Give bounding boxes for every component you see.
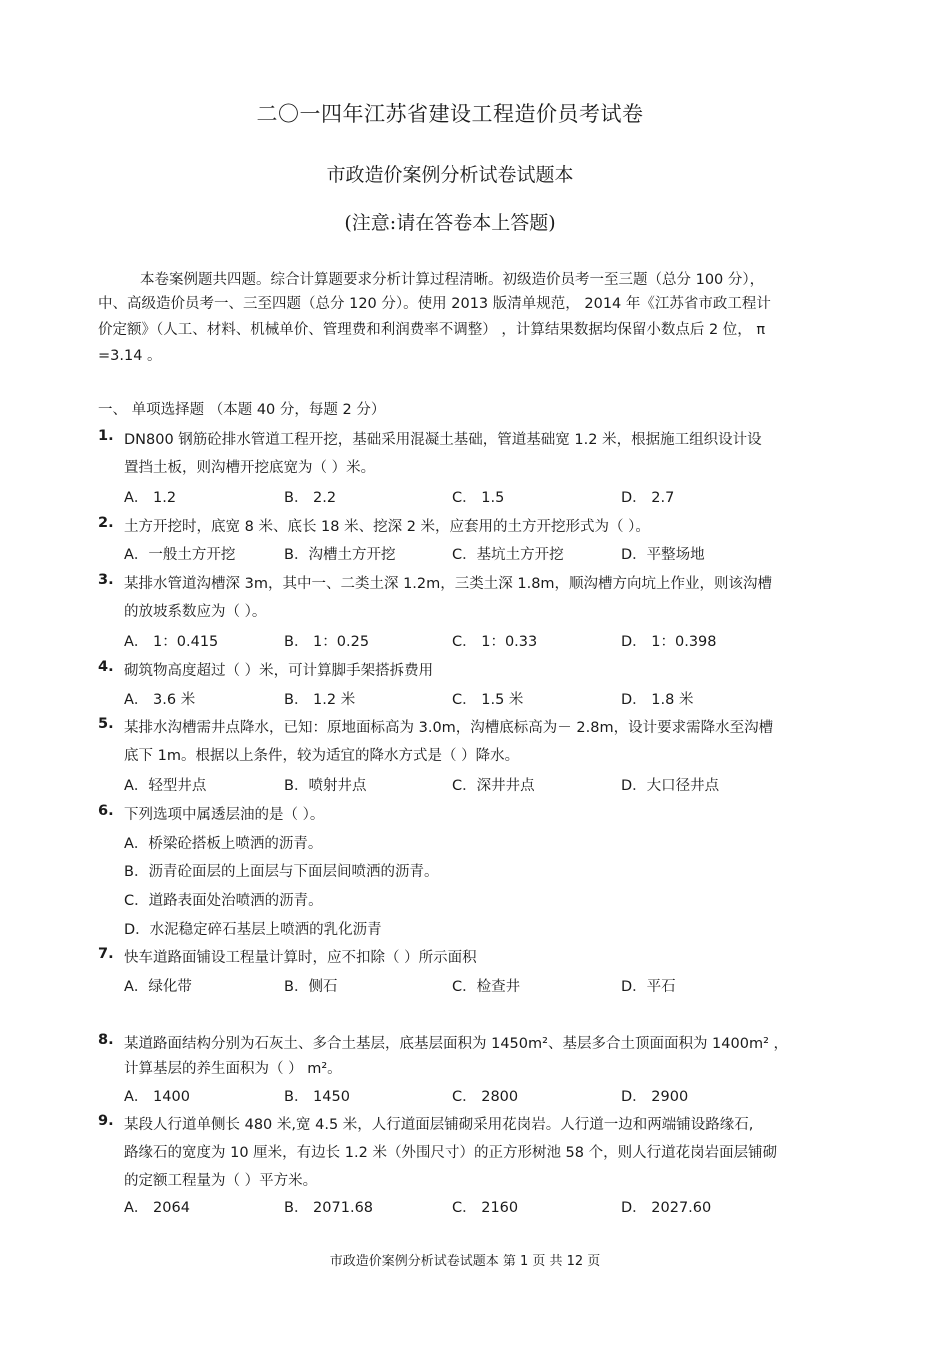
answer-option: B． 2.2 [284, 490, 337, 506]
answer-option: C．基坑土方开挖 [452, 547, 564, 563]
answer-option: C． 2800 [452, 1089, 519, 1105]
question-number: 4. [98, 659, 114, 675]
answer-option: B．沥青砼面层的上面层与下面层间喷洒的沥青。 [124, 864, 439, 880]
question-number: 7. [98, 946, 114, 962]
question-text: 某排水管道沟槽深 3m，其中一、二类土深 1.2m，三类土深 1.8m，顺沟槽方向坑上作业，则该沟槽 [124, 576, 773, 592]
answer-option: A． 1.2 [124, 490, 177, 506]
question-text: DN800 钢筋砼排水管道工程开挖，基础采用混凝土基础，管道基础宽 1.2 米，根据施工组织设计设 [124, 432, 762, 448]
intro-line: 中、高级造价员考一、三至四题（总分 120 分）。使用 2013 版清单规范， 2014 年《江苏省市政工程计 [98, 296, 771, 312]
exam-title: 二〇一四年江苏省建设工程造价员考试卷 [256, 102, 644, 126]
answer-option: D．平石 [621, 979, 676, 995]
question-text: 某道路面结构分别为石灰土、多合土基层，底基层面积为 1450m²、基层多合土顶面面积为 1400m² ， [124, 1036, 789, 1052]
answer-option: D．大口径井点 [621, 778, 720, 794]
answer-option: A． 1400 [124, 1089, 190, 1105]
answer-option: C．道路表面处治喷洒的沥青。 [124, 893, 323, 909]
question-text: 计算基层的养生面积为（ ） m²。 [124, 1061, 342, 1077]
intro-line: =3.14 。 [98, 348, 162, 364]
answer-option: A．绿化带 [124, 979, 192, 995]
question-text: 底下 1m。根据以上条件，较为适宜的降水方式是（ ）降水。 [124, 748, 520, 764]
answer-option: B．沟槽土方开挖 [284, 547, 396, 563]
exam-subtitle: 市政造价案例分析试卷试题本 [326, 164, 574, 186]
answer-option: B．喷射井点 [284, 778, 367, 794]
answer-option: A． 3.6 米 [124, 692, 196, 708]
answer-option: D．水泥稳定碎石基层上喷洒的乳化沥青 [124, 922, 382, 938]
answer-option: D． 2900 [621, 1089, 689, 1105]
question-number: 6. [98, 803, 114, 819]
answer-option: A．一般土方开挖 [124, 547, 236, 563]
answer-option: C． 2160 [452, 1200, 519, 1216]
page-footer: 市政造价案例分析试卷试题本 第 1 页 共 12 页 [329, 1254, 601, 1269]
question-text: 土方开挖时，底宽 8 米、底长 18 米、挖深 2 米，应套用的土方开挖形式为（ ）。 [124, 519, 650, 535]
question-number: 9. [98, 1113, 114, 1129]
answer-option: D． 2.7 [621, 490, 675, 506]
exam-note: (注意:请在答卷本上答题) [344, 212, 556, 234]
intro-line: 价定额》（人工、材料、机械单价、管理费和利润费率不调整） ，计算结果数据均保留小数点后 2 位， π [98, 322, 766, 338]
question-text: 快车道路面铺设工程量计算时，应不扣除（ ）所示面积 [124, 950, 477, 966]
answer-option: B． 1.2 米 [284, 692, 356, 708]
question-number: 2. [98, 515, 114, 531]
answer-option: A． 1：0.415 [124, 634, 219, 650]
answer-option: C． 1：0.33 [452, 634, 538, 650]
answer-option: A．桥梁砼搭板上喷洒的沥青。 [124, 836, 323, 852]
intro-line: 本卷案例题共四题。综合计算题要求分析计算过程清晰。初级造价员考一至三题（总分 100 分）， [140, 272, 765, 288]
question-text: 某段人行道单侧长 480 米,宽 4.5 米，人行道面层铺砌采用花岗岩。人行道一边和两端铺设路缘石, [124, 1117, 754, 1133]
question-number: 8. [98, 1032, 114, 1048]
answer-option: B．侧石 [284, 979, 338, 995]
question-text: 路缘石的宽度为 10 厘米，有边长 1.2 米（外围尺寸）的正方形树池 58 个，则人行道花岗岩面层铺砌 [124, 1145, 778, 1161]
question-number: 5. [98, 716, 114, 732]
answer-option: D．平整场地 [621, 547, 705, 563]
answer-option: C． 1.5 米 [452, 692, 524, 708]
question-text: 的放坡系数应为（ ）。 [124, 604, 267, 620]
question-number: 3. [98, 572, 114, 588]
question-text: 某排水沟槽需井点降水，已知：原地面标高为 3.0m，沟槽底标高为－ 2.8m，设计要求需降水至沟槽 [124, 720, 774, 736]
answer-option: A． 2064 [124, 1200, 190, 1216]
answer-option: B． 2071.68 [284, 1200, 374, 1216]
answer-option: D． 2027.60 [621, 1200, 712, 1216]
answer-option: A．轻型井点 [124, 778, 207, 794]
answer-option: C． 1.5 [452, 490, 505, 506]
answer-option: D． 1：0.398 [621, 634, 717, 650]
answer-option: D． 1.8 米 [621, 692, 694, 708]
answer-option: C．检查井 [452, 979, 521, 995]
answer-option: C．深井井点 [452, 778, 535, 794]
question-text: 砌筑物高度超过（ ）米，可计算脚手架搭拆费用 [124, 663, 434, 679]
section-heading: 一、 单项选择题 （本题 40 分，每题 2 分） [98, 402, 386, 418]
question-text: 的定额工程量为（ ）平方米。 [124, 1173, 318, 1189]
question-text: 置挡土板，则沟槽开挖底宽为（ ）米。 [124, 460, 376, 476]
answer-option: B． 1450 [284, 1089, 350, 1105]
question-number: 1. [98, 428, 114, 444]
answer-option: B． 1：0.25 [284, 634, 370, 650]
question-text: 下列选项中属透层油的是（ ）。 [124, 807, 325, 823]
